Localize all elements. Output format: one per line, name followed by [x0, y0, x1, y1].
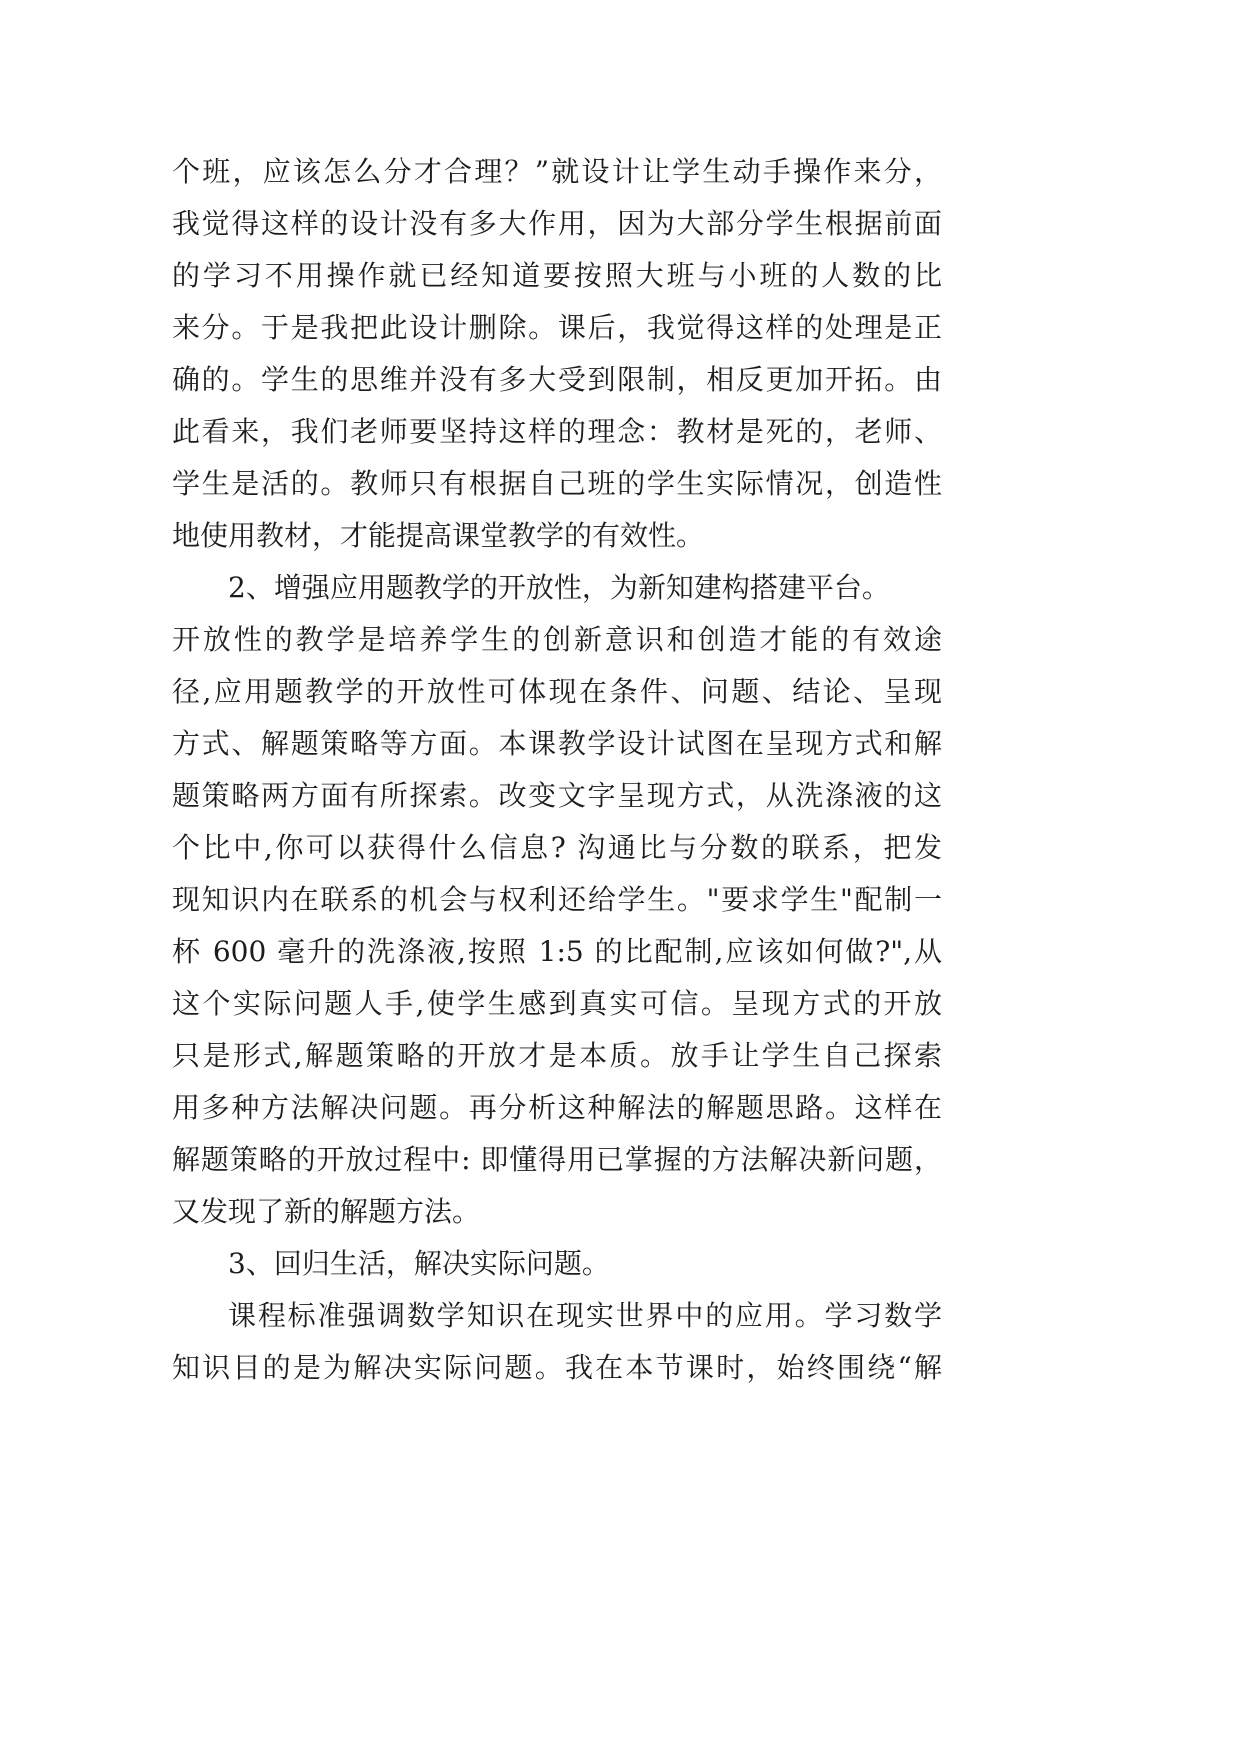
text-line: 知识目的是为解决实际问题。我在本节课时，始终围绕“解	[172, 1351, 942, 1384]
text-line: 这个实际问题人手,使学生感到真实可信。呈现方式的开放	[172, 987, 942, 1020]
text-line: 现知识内在联系的机会与权利还给学生。"要求学生"配制一	[172, 883, 942, 916]
text-line: 杯 600 毫升的洗涤液,按照 1:5 的比配制,应该如何做?",从	[172, 935, 942, 968]
text-line: 我觉得这样的设计没有多大作用，因为大部分学生根据前面	[172, 207, 942, 240]
text-line: 径,应用题教学的开放性可体现在条件、问题、结论、呈现	[172, 675, 942, 708]
text-line: 用多种方法解决问题。再分析这种解法的解题思路。这样在	[172, 1091, 942, 1124]
text-line: 地使用教材，才能提高课堂教学的有效性。	[172, 519, 705, 552]
text-line: 确的。学生的思维并没有多大受到限制，相反更加开拓。由	[172, 363, 942, 396]
section-heading: 2、增强应用题教学的开放性，为新知建构搭建平台。	[228, 571, 890, 604]
text-line: 又发现了新的解题方法。	[172, 1195, 481, 1228]
text-line: 此看来，我们老师要坚持这样的理念：教材是死的，老师、	[172, 415, 942, 448]
text-line: 只是形式,解题策略的开放才是本质。放手让学生自己探索	[172, 1039, 942, 1072]
text-line: 解题策略的开放过程中: 即懂得用已掌握的方法解决新问题，	[172, 1143, 942, 1176]
text-line: 题策略两方面有所探索。改变文字呈现方式，从洗涤液的这	[172, 779, 942, 812]
text-line: 个比中,你可以获得什么信息? 沟通比与分数的联系，把发	[172, 831, 942, 864]
section-heading: 3、回归生活，解决实际问题。	[228, 1247, 610, 1280]
text-line: 课程标准强调数学知识在现实世界中的应用。学习数学	[228, 1299, 942, 1332]
text-line: 个班，应该怎么分才合理？”就设计让学生动手操作来分，	[172, 155, 942, 188]
text-line: 学生是活的。教师只有根据自己班的学生实际情况，创造性	[172, 467, 942, 500]
text-line: 来分。于是我把此设计删除。课后，我觉得这样的处理是正	[172, 311, 942, 344]
text-line: 方式、解题策略等方面。本课教学设计试图在呈现方式和解	[172, 727, 942, 760]
text-line: 开放性的教学是培养学生的创新意识和创造才能的有效途	[172, 623, 942, 656]
text-line: 的学习不用操作就已经知道要按照大班与小班的人数的比	[172, 259, 942, 292]
